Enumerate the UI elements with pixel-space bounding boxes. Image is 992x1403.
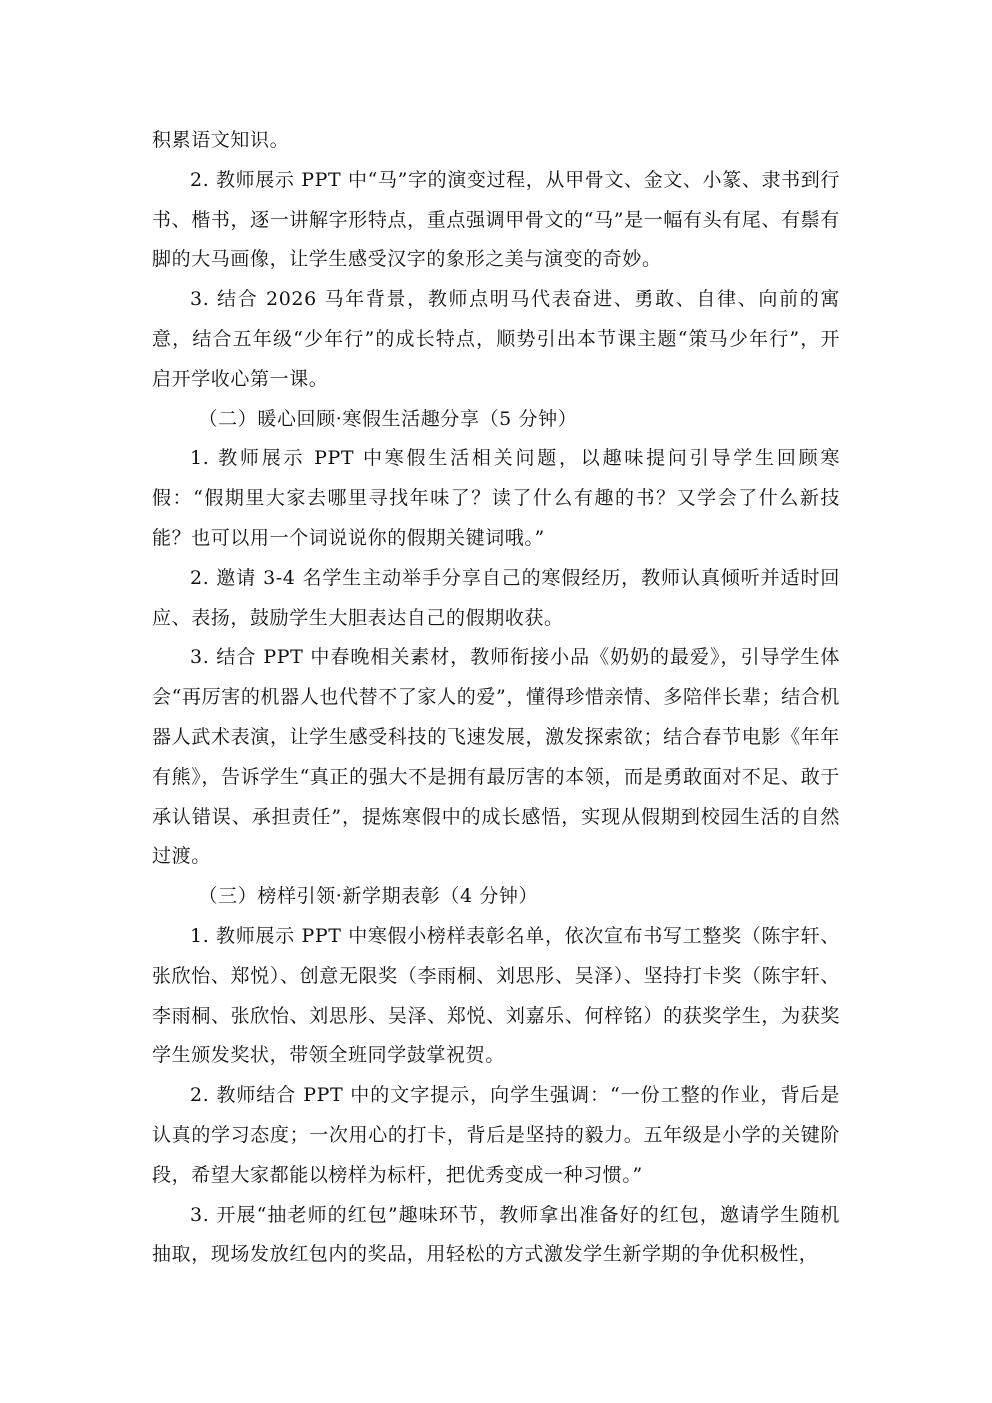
paragraph-item: 3. 结合 2026 马年背景，教师点明马代表奋进、勇敢、自律、向前的寓意，结合五年级“少年行”的成长特点，顺势引出本节课主题“策马少年行”，开启开学收心第一课。 xyxy=(152,288,840,390)
paragraph-item: 2. 教师结合 PPT 中的文字提示，向学生强调：“一份工整的作业，背后是认真的学习态度；一次用心的打卡，背后是坚持的毅力。五年级是小学的关键阶段，希望大家都能以榜样为标杆，把优秀变成一种习惯。” xyxy=(152,1084,840,1186)
paragraph-item: 3. 开展“抽老师的红包”趣味环节，教师拿出准备好的红包，邀请学生随机抽取，现场发放红包内的奖品，用轻松的方式激发学生新学期的争优积极性， xyxy=(152,1203,840,1266)
paragraph-continuation: 积累语文知识。 xyxy=(152,129,290,151)
paragraph-item: 1. 教师展示 PPT 中寒假生活相关问题，以趣味提问引导学生回顾寒假：“假期里大家去哪里寻找年味了？读了什么有趣的书？又学会了什么新技能？也可以用一个词说说你的假期关键词哦。” xyxy=(152,447,840,549)
body-text xyxy=(152,121,840,1275)
section-heading: （二）暖心回顾·寒假生活趣分享（5 分钟） xyxy=(198,407,578,430)
paragraph-item: 2. 教师展示 PPT 中“马”字的演变过程，从甲骨文、金文、小篆、隶书到行书、楷书，逐一讲解字形特点，重点强调甲骨文的“马”是一幅有头有尾、有鬃有脚的大马画像，让学生感受汉字的象形之美与演变的奇妙。 xyxy=(152,168,840,271)
paragraph-item: 1. 教师展示 PPT 中寒假小榜样表彰名单，依次宣布书写工整奖（陈宇轩、张欣怡、郑悦）、创意无限奖（李雨桐、刘思彤、吴泽）、坚持打卡奖（陈宇轩、李雨桐、张欣怡、刘思彤、吴泽、郑悦、刘嘉乐、何梓铭）的获奖学生，为获奖学生颁发奖状，带领全班同学鼓掌祝贺。 xyxy=(152,924,840,1067)
paragraph-item: 2. 邀请 3-4 名学生主动举手分享自己的寒假经历，教师认真倾听并适时回应、表扬，鼓励学生大胆表达自己的假期收获。 xyxy=(152,566,840,629)
section-heading: （三）榜样引领·新学期表彰（4 分钟） xyxy=(198,885,539,908)
paragraph-item: 3. 结合 PPT 中春晚相关素材，教师衔接小品《奶奶的最爱》，引导学生体会“再厉害的机器人也代替不了家人的爱”，懂得珍惜亲情、多陪伴长辈；结合机器人武术表演，让学生感受科技的飞速发展，激发探索欲；结合春节电影《年年有熊》，告诉学生“真正的强大不是拥有最厉害的本领，而是勇敢面对不足、敢于承认错误、承担责任”，提炼寒假中的成长感悟，实现从假期到校园生活的自然过渡。 xyxy=(152,646,840,868)
